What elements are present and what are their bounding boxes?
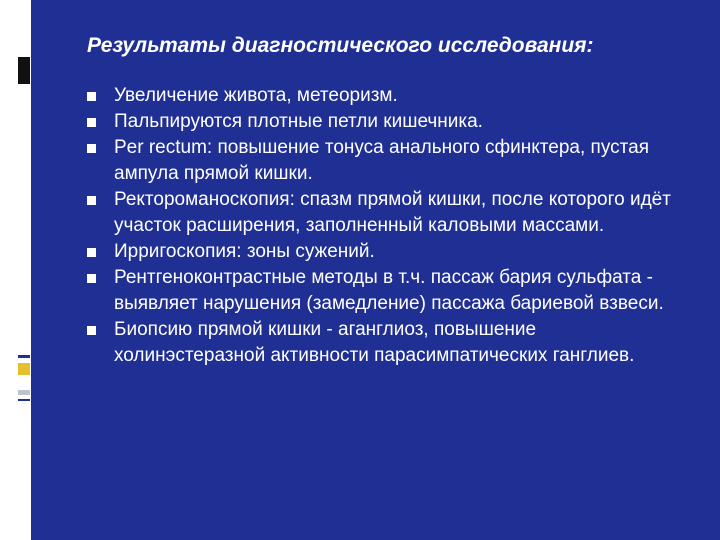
list-item-text: Пальпируются плотные петли кишечника.: [114, 111, 483, 132]
square-bullet-icon: [87, 326, 96, 335]
list-item: [86, 187, 686, 239]
list-item: [86, 265, 686, 317]
accent-bar-navy: [18, 399, 30, 401]
list-item-text: Ректороманоскопия: спазм прямой кишки, после которого идёт участок расширения, заполненный каловыми массами.: [114, 189, 671, 236]
list-item: [86, 317, 686, 369]
square-bullet-icon: [87, 92, 96, 101]
list-item: [86, 239, 686, 265]
list-item: [86, 109, 686, 135]
bullet-list: [86, 83, 686, 369]
list-item-text: Ирригоскопия: зоны сужений.: [114, 241, 375, 262]
list-item-text: Увеличение живота, метеоризм.: [114, 85, 398, 106]
accent-bar-gray: [18, 390, 30, 395]
accent-bar-blue: [18, 355, 30, 358]
square-bullet-icon: [87, 248, 96, 257]
square-bullet-icon: [87, 144, 96, 153]
slide-title: Результаты диагностического исследования:: [87, 34, 594, 57]
list-item-text: Биопсию прямой кишки - аганглиоз, повышение холинэстеразной активности парасимпатических ганглиев.: [114, 319, 635, 366]
list-item-text: Per rectum: повышение тонуса анального сфинктера, пустая ампула прямой кишки.: [114, 137, 649, 184]
accent-bar-top-white: [18, 48, 30, 50]
square-bullet-icon: [87, 274, 96, 283]
list-item: [86, 83, 686, 109]
accent-bar-top-black: [18, 57, 30, 84]
square-bullet-icon: [87, 118, 96, 127]
accent-bar-yellow: [18, 363, 30, 375]
list-item: [86, 135, 686, 187]
list-item-text: Рентгеноконтрастные методы в т.ч. пассаж бария сульфата - выявляет нарушения (замедление) пассажа бариевой взвеси.: [114, 267, 664, 314]
square-bullet-icon: [87, 196, 96, 205]
